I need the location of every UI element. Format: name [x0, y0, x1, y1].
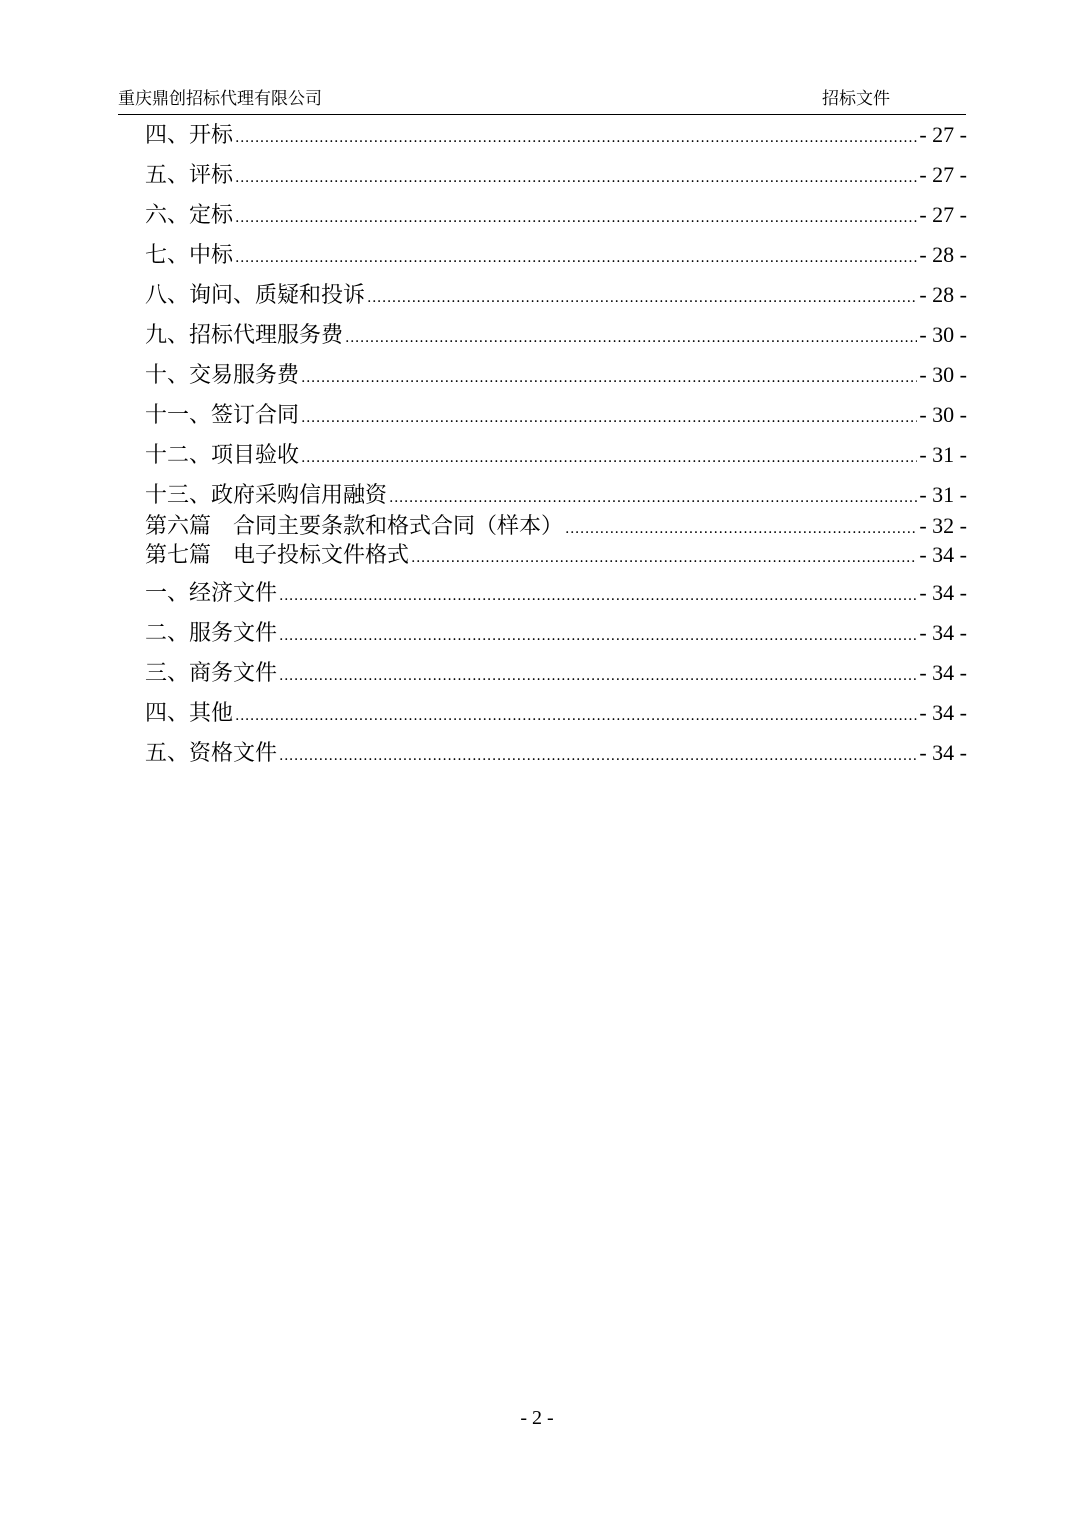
toc-entry[interactable] [145, 480, 967, 513]
toc-dot-leader [235, 123, 917, 153]
toc-entry-page: - 30 - [919, 402, 967, 427]
toc-entry-page: - 27 - [919, 202, 967, 227]
toc-entry[interactable] [145, 578, 967, 611]
toc-entry[interactable] [145, 400, 967, 433]
toc-dot-leader [235, 163, 917, 193]
toc-dot-leader [235, 701, 917, 731]
toc-entry[interactable] [145, 360, 967, 393]
toc-entry-page: - 28 - [919, 242, 967, 267]
toc-dot-leader [279, 621, 917, 651]
toc-entry-label: 九、招标代理服务费 [145, 323, 344, 348]
toc-dot-leader [301, 403, 917, 433]
toc-entry-page: - 31 - [919, 442, 967, 467]
toc-entry-label: 十三、政府采购信用融资 [145, 483, 388, 508]
toc-entry[interactable] [145, 280, 967, 313]
toc-entry[interactable] [145, 658, 967, 691]
toc-entry-label: 五、评标 [145, 163, 234, 188]
toc-entry-label: 一、经济文件 [145, 581, 278, 606]
toc-entry-page: - 31 - [919, 482, 967, 507]
toc-entry-label: 六、定标 [145, 203, 234, 228]
toc-dot-leader [345, 323, 917, 353]
toc-entry-page: - 30 - [919, 322, 967, 347]
toc-entry-page: - 34 - [919, 620, 967, 645]
toc-entry-label: 四、其他 [145, 701, 234, 726]
toc-entry[interactable] [145, 738, 967, 771]
toc-entry-label: 七、中标 [145, 243, 234, 268]
toc-dot-leader [301, 443, 917, 473]
toc-entry[interactable] [145, 540, 967, 573]
toc-entry-page: - 34 - [919, 542, 967, 567]
toc-entry-label: 四、开标 [145, 123, 234, 148]
toc-entry-label: 十一、签订合同 [145, 403, 300, 428]
toc-entry-page: - 34 - [919, 660, 967, 685]
toc-dot-leader [235, 243, 917, 273]
header-company-name: 重庆鼎创招标代理有限公司 [118, 89, 322, 109]
toc-entry[interactable] [145, 698, 967, 731]
toc-entry-label: 第六篇 合同主要条款和格式合同（样本） [145, 514, 564, 539]
header-document-type: 招标文件 [822, 89, 890, 109]
toc-entry-page: - 27 - [919, 122, 967, 147]
toc-entry-page: - 32 - [919, 513, 967, 538]
toc-dot-leader [411, 543, 917, 573]
page-footer [0, 1406, 1074, 1430]
toc-entry[interactable] [145, 618, 967, 651]
toc-entry[interactable] [145, 240, 967, 273]
toc-entry-label: 第七篇 电子投标文件格式 [145, 543, 410, 568]
toc-entry[interactable] [145, 120, 967, 153]
toc-dot-leader [235, 203, 917, 233]
toc-entry[interactable] [145, 160, 967, 193]
toc-entry-label: 二、服务文件 [145, 621, 278, 646]
toc-entry-label: 十、交易服务费 [145, 363, 300, 388]
toc-dot-leader [279, 661, 917, 691]
toc-dot-leader [279, 581, 917, 611]
toc-dot-leader [301, 363, 917, 393]
toc-entry-label: 三、商务文件 [145, 661, 278, 686]
toc-entry-page: - 27 - [919, 162, 967, 187]
toc-entry-label: 十二、项目验收 [145, 443, 300, 468]
toc-dot-leader [367, 283, 917, 313]
toc-entry[interactable] [145, 440, 967, 473]
toc-entry-page: - 34 - [919, 700, 967, 725]
toc-entry[interactable] [145, 200, 967, 233]
toc-entry-label: 五、资格文件 [145, 741, 278, 766]
page-header [118, 88, 966, 115]
toc-entry-page: - 30 - [919, 362, 967, 387]
toc-entry-page: - 28 - [919, 282, 967, 307]
toc-entry-page: - 34 - [919, 740, 967, 765]
toc-entry-page: - 34 - [919, 580, 967, 605]
toc-entry-label: 八、询问、质疑和投诉 [145, 283, 366, 308]
toc-dot-leader [389, 483, 917, 513]
toc-entry[interactable] [145, 320, 967, 353]
page-number: - 2 - [520, 1407, 554, 1429]
toc-dot-leader [279, 741, 917, 771]
